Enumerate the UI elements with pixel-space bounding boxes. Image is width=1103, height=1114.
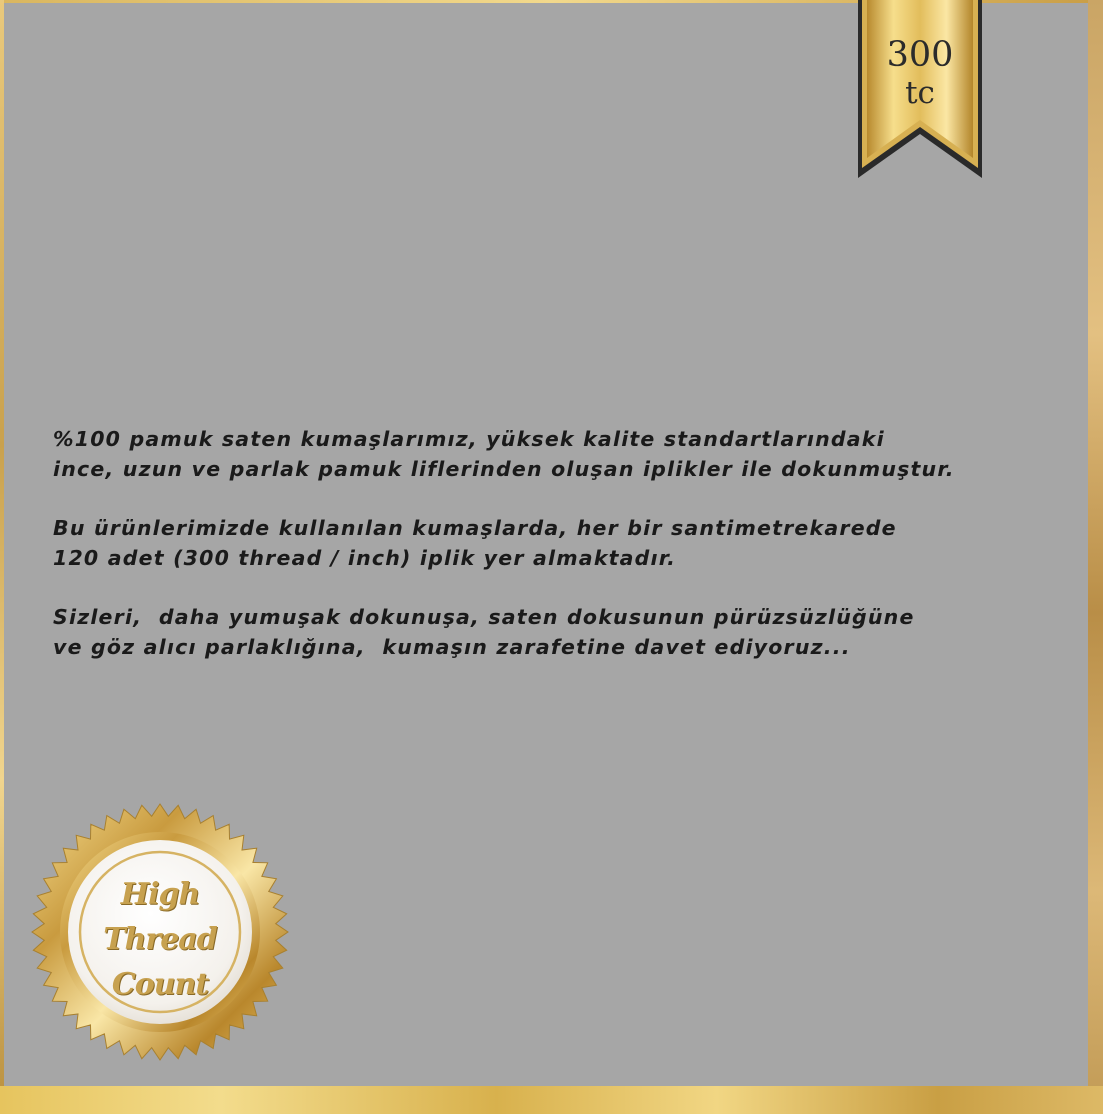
description-paragraph-2 xyxy=(53,513,1073,573)
description-line: Bu ürünlerimizde kullanılan kumaşlarda, her bir santimetrekarede xyxy=(53,516,897,540)
product-description xyxy=(53,424,1073,691)
thread-count-unit: tc xyxy=(905,75,935,111)
description-line: ince, uzun ve parlak pamuk liflerinden oluşan iplikler ile dokunmuştur. xyxy=(53,457,955,481)
description-line: 120 adet (300 thread / inch) iplik yer almaktadır. xyxy=(53,546,677,570)
thread-count-number: 300 xyxy=(886,35,954,75)
description-line: %100 pamuk saten kumaşlarımız, yüksek kalite standartlarındaki xyxy=(53,427,885,451)
seal-line-high: High xyxy=(120,877,200,912)
description-paragraph-1 xyxy=(53,424,1073,484)
ribbon-label xyxy=(858,35,982,111)
seal-label xyxy=(30,872,290,1007)
description-line: Sizleri, daha yumuşak dokunuşa, saten dokusunun pürüzsüzlüğüne xyxy=(53,605,915,629)
description-paragraph-3 xyxy=(53,602,1073,662)
frame-right-border xyxy=(1088,0,1103,1114)
frame-left-border xyxy=(0,0,4,1114)
frame-bottom-border xyxy=(0,1086,1103,1114)
seal-line-thread: Thread xyxy=(103,922,217,957)
seal-line-count: Count xyxy=(111,967,209,1002)
description-line: ve göz alıcı parlaklığına, kumaşın zarafetine davet ediyoruz... xyxy=(53,635,851,659)
